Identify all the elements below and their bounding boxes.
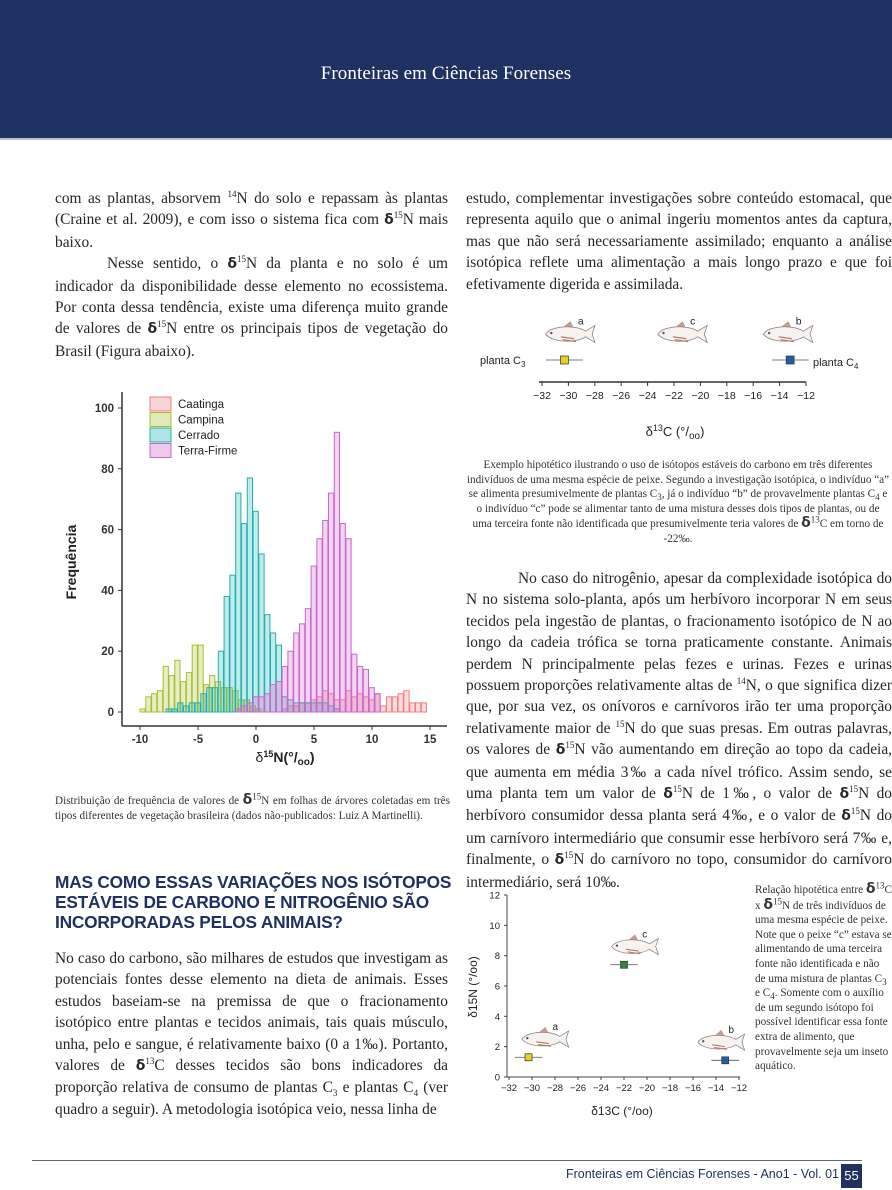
- histogram-bar: [236, 709, 241, 712]
- histogram-x-axis-label: $\delta^{15}N(^\circ/_{oo})$: [255, 749, 315, 768]
- histogram-bar: [352, 654, 357, 712]
- svg-text:−18: −18: [661, 1083, 679, 1094]
- svg-text:a: a: [552, 1022, 559, 1034]
- histogram-bar: [172, 709, 177, 712]
- footer-journal-info: Fronteiras em Ciências Forenses - Ano1 - Vol. 01: [565, 1167, 839, 1181]
- histogram-bar: [195, 703, 200, 712]
- svg-text:b: b: [728, 1025, 734, 1037]
- svg-text:10: 10: [365, 734, 379, 746]
- svg-text:Campina: Campina: [178, 414, 225, 427]
- figure-1-caption: Distribuição de frequência de valores de $\delta^{15}N$ em folhas de árvores coletadas em três tipos diferentes de vegetação brasileira (dados não-publicados: Luiz A Martinelli).: [55, 791, 451, 822]
- histogram-bar: [398, 694, 403, 712]
- paragraph-1: com as plantas, absorvem $^{14}$N do solo e repassam às plantas (Craine et al. 2009), e com isso o sistema fica com $\delta^{15}N$ mais baixo.: [55, 188, 448, 251]
- histogram-bar: [369, 688, 374, 712]
- svg-text:6: 6: [494, 981, 500, 993]
- svg-text:−16: −16: [744, 390, 763, 402]
- svg-text:−26: −26: [569, 1083, 587, 1094]
- histogram-bar: [140, 709, 145, 712]
- histogram-bar: [207, 688, 212, 712]
- delta-symbol: δ: [147, 321, 158, 338]
- svg-text:8: 8: [494, 951, 500, 963]
- svg-text:5: 5: [310, 734, 318, 746]
- svg-text:−30: −30: [559, 390, 578, 402]
- delta-symbol: δ: [384, 212, 394, 229]
- svg-text:−28: −28: [585, 390, 604, 402]
- data-point-marker: [560, 356, 568, 364]
- histogram-y-axis-label: Frequência: [63, 524, 79, 600]
- histogram-bar: [282, 666, 287, 712]
- histogram-bar: [224, 596, 229, 712]
- svg-text:−22: −22: [665, 390, 683, 402]
- histogram-bar: [178, 703, 183, 712]
- carbon-nitrogen-scatter: [462, 877, 752, 1125]
- svg-text:0: 0: [107, 707, 114, 719]
- histogram-bar: [265, 694, 270, 712]
- histogram-bar: [163, 666, 168, 712]
- data-point-marker: [722, 1057, 729, 1064]
- figure-1-histogram: [60, 382, 450, 772]
- histogram-bar: [346, 539, 351, 712]
- histogram-bar: [230, 575, 235, 712]
- delta-symbol: δ: [135, 1058, 146, 1075]
- histogram-bar: [152, 694, 157, 712]
- fish-icon: [522, 1022, 569, 1047]
- planta-c3-label: planta $C_3$: [480, 355, 526, 369]
- data-point-marker: [525, 1054, 532, 1061]
- svg-text:−16: −16: [684, 1083, 702, 1094]
- delta-symbol: δ: [801, 515, 811, 532]
- svg-text:c: c: [642, 929, 648, 941]
- histogram-bar: [410, 703, 415, 712]
- histogram-bar: [294, 633, 299, 712]
- svg-text:Caatinga: Caatinga: [178, 399, 225, 411]
- svg-text:−24: −24: [638, 390, 657, 402]
- footer-divider: [32, 1160, 862, 1161]
- carbon-isotope-diagram: [470, 312, 890, 447]
- histogram-bar: [288, 651, 293, 712]
- fish-icon: [698, 1025, 745, 1050]
- delta-symbol: δ: [242, 792, 253, 808]
- histogram-legend: [150, 397, 237, 458]
- svg-text:0: 0: [494, 1072, 500, 1084]
- histogram-bar: [271, 685, 276, 712]
- histogram-bar: [184, 706, 189, 712]
- histogram-bar: [253, 511, 258, 712]
- svg-text:−22: −22: [615, 1083, 633, 1094]
- data-point-marker: [786, 356, 794, 364]
- svg-text:−32: −32: [533, 390, 551, 402]
- histogram-bar: [236, 493, 241, 712]
- histogram-bar: [305, 609, 310, 712]
- svg-text:c: c: [690, 316, 696, 328]
- fig2-x-axis-label: $\delta^{13}C$ $(^\circ/_{oo})$: [645, 423, 705, 442]
- fish-icon: [763, 317, 812, 343]
- svg-text:a: a: [577, 316, 584, 328]
- fish-icon: [658, 317, 707, 343]
- fig3-x-axis-label: δ13C (°/oo): [591, 1104, 653, 1118]
- svg-text:b: b: [795, 316, 802, 328]
- svg-text:80: 80: [101, 463, 114, 476]
- svg-text:60: 60: [101, 524, 114, 537]
- journal-title: Fronteiras em Ciências Forenses: [320, 63, 572, 84]
- histogram-bar: [242, 524, 247, 712]
- svg-text:−30: −30: [523, 1083, 541, 1094]
- svg-text:−24: −24: [592, 1083, 610, 1094]
- histogram-bar: [358, 666, 363, 712]
- svg-text:4: 4: [494, 1011, 500, 1023]
- histogram-chart: [60, 382, 450, 772]
- histogram-bar: [323, 520, 328, 712]
- svg-text:−20: −20: [691, 390, 710, 402]
- histogram-bar: [166, 709, 171, 712]
- paragraph-right-2: No caso do nitrogênio, apesar da complexidade isotópica do N no sistema solo-planta, após um herbívoro incorporar N em seus tecidos pela ingestão de plantas, o fracionamento isotópico de N ao longo da cadeia trófica se torna praticamente constante. Animais perdem N principalmente pelas fezes e urinas. Fezes e urinas possuem proporções relativamente altas de $^{14}$N, o que significa dizer que, por sua vez, os onívoros e carnívoros irão ter uma proporção relativamente maior de $^{15}$N do que suas presas. Em outras palavras, os valores de $\delta^{15}N$ vão aumentando em direção ao topo da cadeia, que aumenta em média 3‰ a cada nível trófico. Assim sendo, se uma planta tem um valor de $\delta^{15}N$ de 1‰, o valor de $\delta^{15}N$ do herbívoro consumidor dessa planta será 4‰, e o valor de $\delta^{15}N$ do um carnívoro intermediário que consumir esse herbívoro será 7‰ e, finalmente, o $\delta^{15}N$ do carnívoro no topo, consumidor do carnívoro intermediário, será 10‰.: [466, 570, 892, 891]
- histogram-bar: [189, 703, 194, 712]
- right-column-intro: [466, 188, 892, 295]
- histogram-bar: [201, 694, 206, 712]
- svg-text:15: 15: [423, 734, 437, 746]
- svg-text:0: 0: [252, 734, 260, 746]
- left-column-intro: [55, 188, 448, 362]
- svg-text:−14: −14: [770, 390, 789, 402]
- fish-icon: [546, 317, 595, 343]
- paragraph-2: Nesse sentido, o $\delta^{15}N$ da planta e no solo é um indicador da disponibilidade desse elemento no ecossistema. Por conta dessa tendência, existe uma diferença muito grande de valores de $\delta^{15}N$ entre os principais tipos de vegetação do Brasil (Figura abaixo).: [55, 254, 448, 360]
- svg-text:−26: −26: [612, 390, 631, 402]
- histogram-bar: [242, 706, 247, 712]
- histogram-bar: [340, 524, 345, 712]
- svg-text:−32: −32: [500, 1083, 518, 1094]
- delta-symbol: δ: [227, 256, 237, 273]
- histogram-bar: [329, 493, 334, 712]
- svg-text:−28: −28: [546, 1083, 564, 1094]
- histogram-bar: [253, 697, 258, 712]
- histogram-bar: [334, 432, 339, 712]
- histogram-bar: [416, 703, 421, 712]
- svg-text:−14: −14: [707, 1083, 725, 1094]
- svg-text:Cerrado: Cerrado: [178, 430, 220, 442]
- histogram-bar: [392, 697, 397, 712]
- figure-3-scatter: [462, 877, 752, 1125]
- paragraph-right-1: estudo, complementar investigações sobre conteúdo estomacal, que representa aquilo que o animal ingeriu momentos antes da captura, mas que não será necessariamente assimilado; enquanto a análise isotópica reflete uma alimentação a mais longo prazo e que foi efetivamente digerida e assimilada.: [466, 190, 892, 293]
- svg-text:−20: −20: [638, 1083, 656, 1094]
- histogram-bar: [169, 676, 174, 712]
- histogram-bar: [218, 651, 223, 712]
- figure-3-caption: Relação hipotética entre $\delta^{13}C$ x $\delta^{15}N$ de três indivíduos de uma mesma espécie de peixe. Note que o peixe “c” estava se alimentando de uma terceira fonte não identificada e não de uma mistura de plantas $C_3$ e $C_4$. Somente com o auxílio de um segundo isótopo foi possível identificar essa fonte extra de alimento, que provavelmente seja um inseto aquático.: [755, 880, 892, 1073]
- histogram-bar: [213, 688, 218, 712]
- histogram-bar: [192, 645, 197, 712]
- fig3-y-axis-label: δ15N (°/oo): [466, 956, 480, 1018]
- histogram-bar: [317, 539, 322, 712]
- histogram-bar: [381, 706, 386, 712]
- svg-text:-10: -10: [131, 734, 149, 746]
- histogram-bar: [146, 697, 151, 712]
- paragraph-3: No caso do carbono, são milhares de estudos que investigam as potenciais fontes desse elemento na dieta de animais. Esses estudos baseiam-se na premissa de que o fracionamento isotópico entre plantas e tecidos animais, tais quais músculo, unha, pelo e sangue, é relativamente baixo (0 a 1‰). Portanto, valores de $\delta^{13}C$ desses tecidos são bons indicadores da proporção relativa de consumo de plantas $C_3$ e plantas $C_4$ (ver quadro a seguir). A metodologia isotópica veio, nessa linha de: [55, 950, 449, 1118]
- histogram-bar: [421, 703, 426, 712]
- section-heading: MAS COMO ESSAS VARIAÇÕES NOS ISÓTOPOS ESTÁVEIS DE CARBONO E NITROGÊNIO SÃO INCORPORADAS PELOS ANIMAIS?: [55, 872, 452, 932]
- svg-text:12: 12: [489, 890, 500, 902]
- svg-text:−18: −18: [717, 390, 736, 402]
- histogram-bar: [247, 703, 252, 712]
- histogram-bar: [311, 566, 316, 712]
- figure-2-carbon-axis: [470, 312, 890, 447]
- svg-text:20: 20: [101, 646, 114, 659]
- histogram-bar: [363, 669, 368, 712]
- histogram-bar: [300, 624, 305, 712]
- figure-2-caption: Exemplo hipotético ilustrando o uso de isótopos estáveis do carbono em três diferentes indivíduos de uma mesma espécie de peixe. Segundo a investigação isotópica, o indivíduo “a” se alimenta presumivelmente de plantas $C_3$, já o indivíduo “b” de provavelmente plantas $C_4$ e o indivíduo “c” pode se alimentar tanto de uma mistura desses dois tipos de plantas, ou de uma terceira fonte não identificada que presumivelmente teria valores de $\delta^{13}C$ em torno de -22‰.: [466, 459, 890, 545]
- svg-text:100: 100: [94, 403, 114, 415]
- svg-text:2: 2: [494, 1042, 500, 1054]
- histogram-bar: [157, 691, 162, 712]
- svg-text:−12: −12: [797, 390, 815, 402]
- histogram-bar: [247, 478, 252, 712]
- histogram-bar: [259, 554, 264, 712]
- svg-text:-5: -5: [192, 734, 204, 746]
- histogram-bar: [404, 691, 409, 712]
- histogram-bar: [259, 697, 264, 712]
- journal-header-band: [0, 0, 892, 140]
- svg-text:40: 40: [101, 585, 114, 598]
- svg-text:Terra-Firme: Terra-Firme: [178, 445, 238, 458]
- page-number: 55: [841, 1164, 862, 1188]
- histogram-bar: [375, 694, 380, 712]
- fish-icon: [612, 930, 659, 955]
- data-point-marker: [621, 961, 628, 968]
- svg-text:10: 10: [489, 920, 500, 932]
- svg-text:−12: −12: [730, 1083, 748, 1094]
- planta-c4-label: planta $C_4$: [813, 357, 859, 371]
- histogram-bar: [276, 682, 281, 712]
- histogram-bar: [387, 697, 392, 712]
